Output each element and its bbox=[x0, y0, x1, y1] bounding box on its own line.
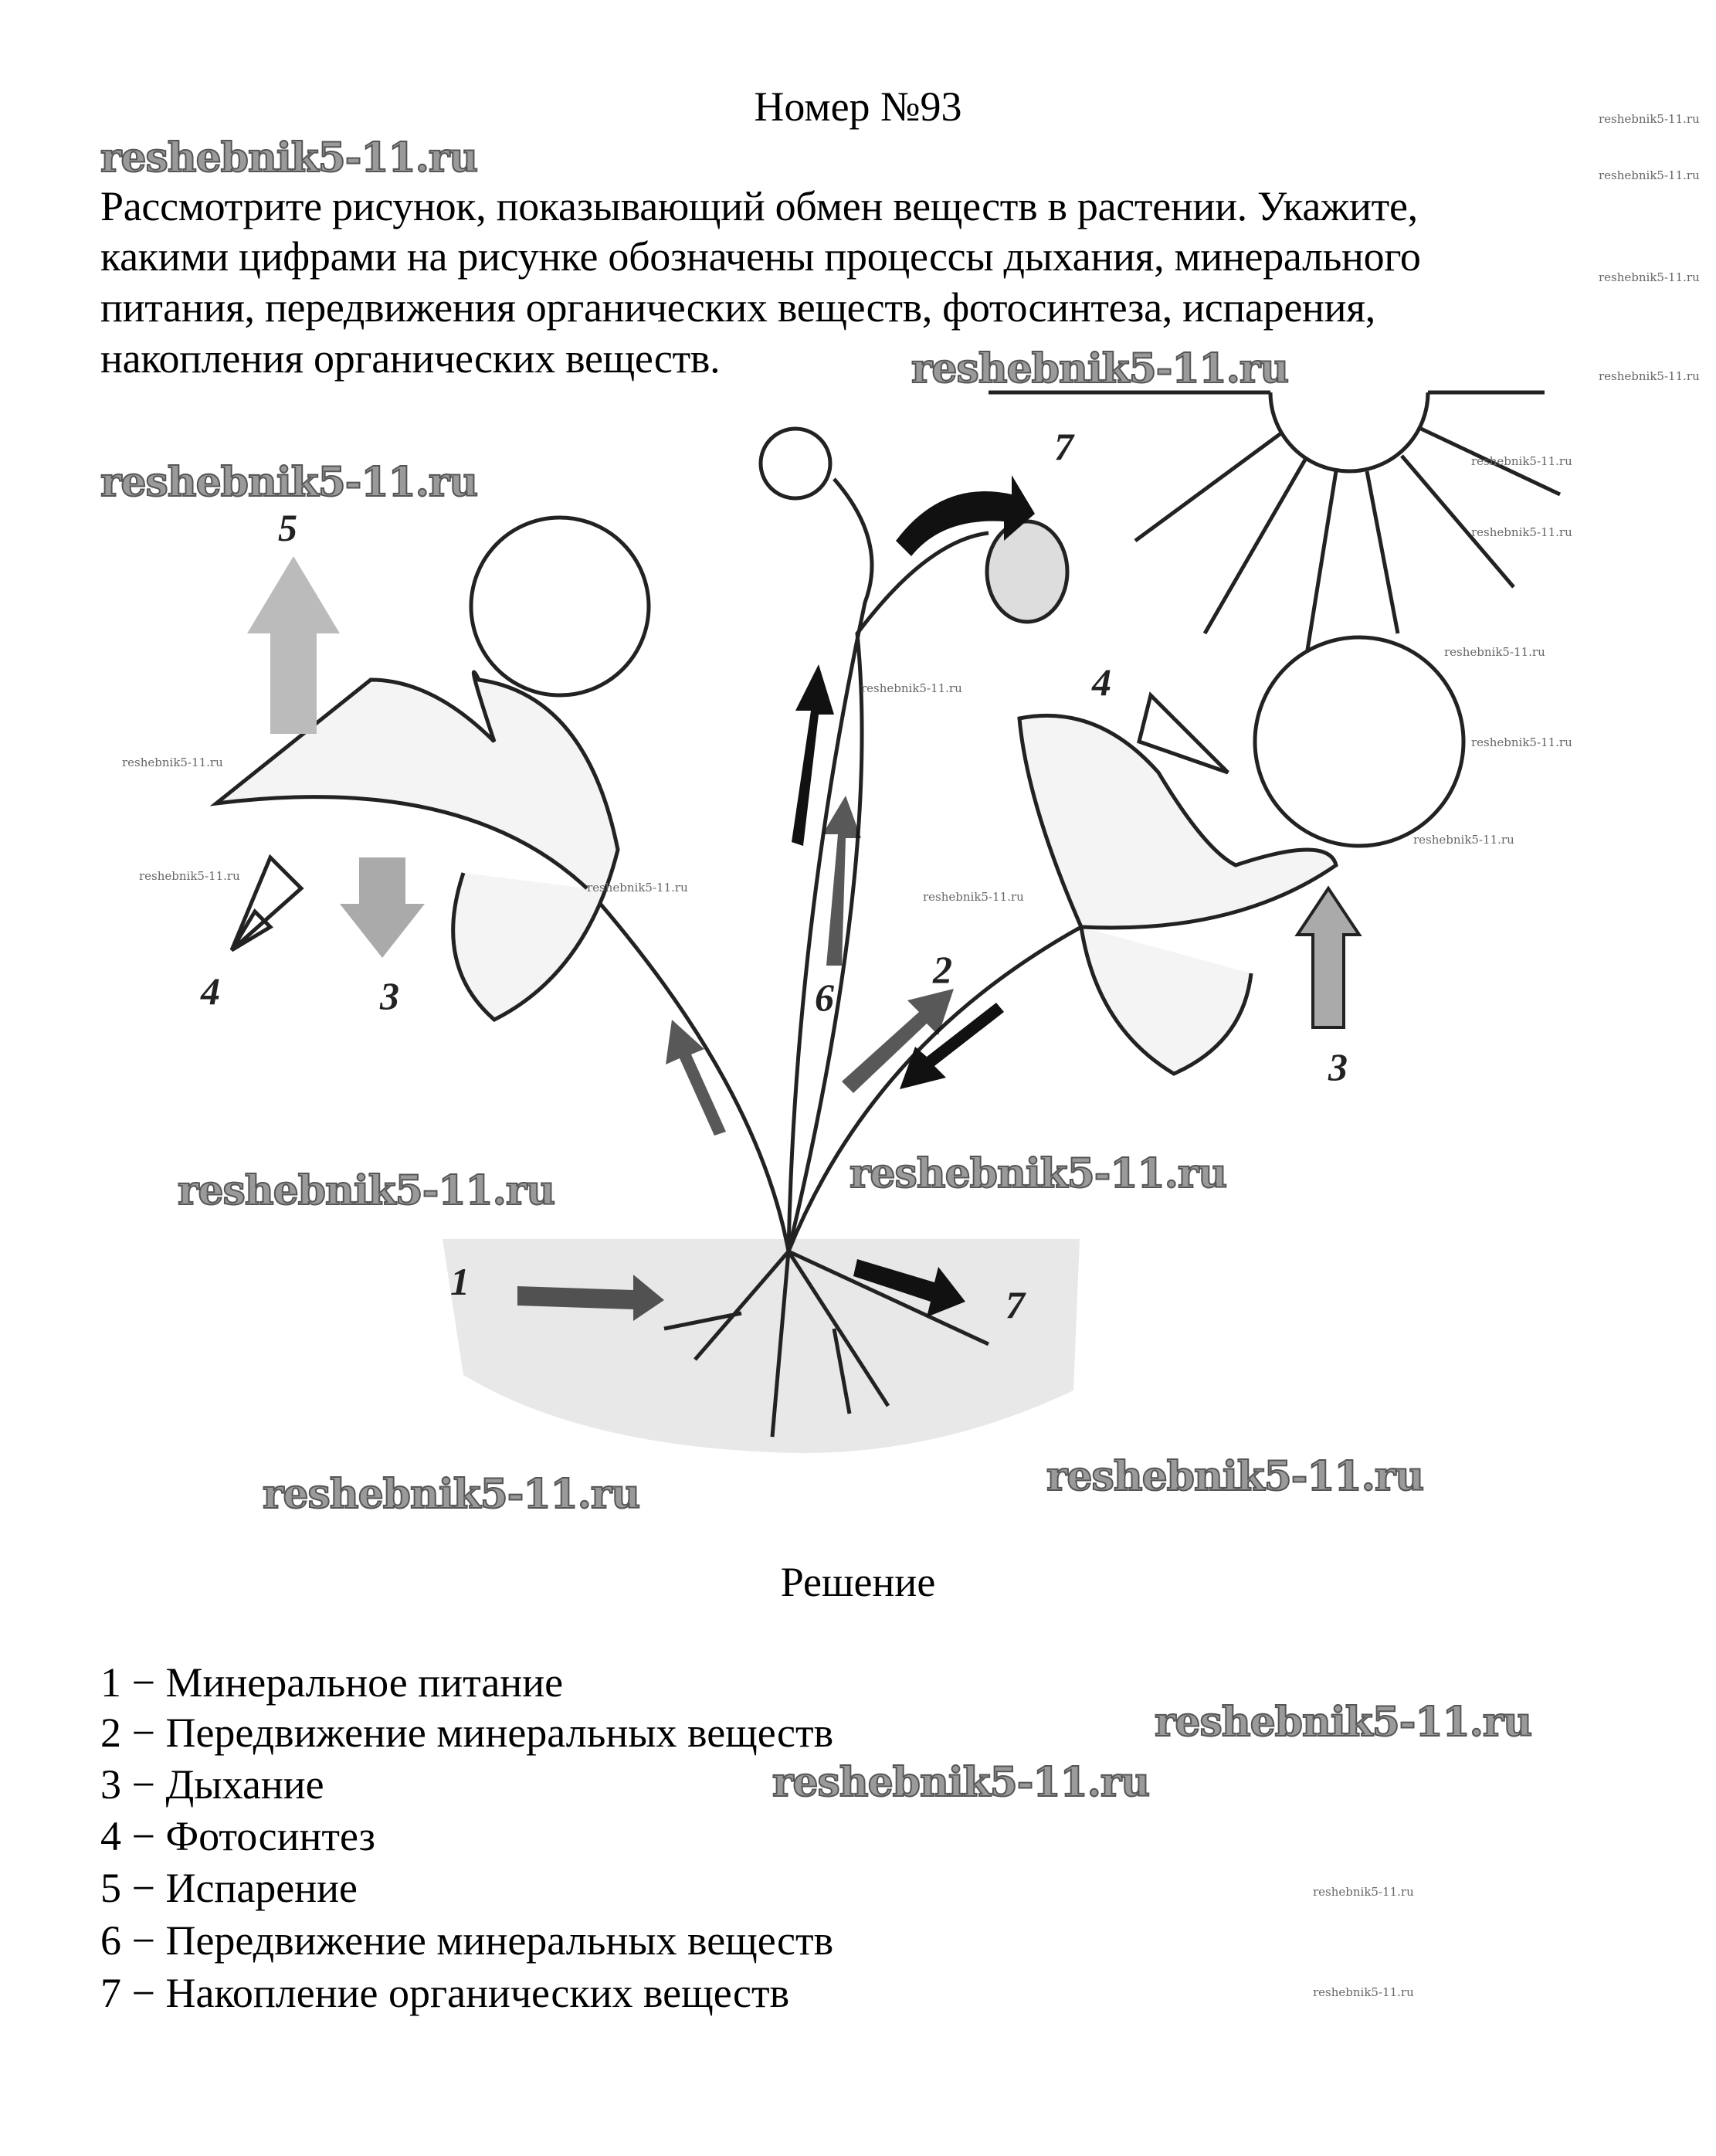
cell-magnifier-left bbox=[471, 518, 649, 695]
label-5: 5 bbox=[278, 506, 297, 549]
watermark-small: reshebnik5-11.ru bbox=[1599, 168, 1700, 182]
question-line: питания, передвижения органических веществ, фотосинтеза, испарения, bbox=[100, 284, 1375, 331]
watermark: reshebnik5-11.ru bbox=[911, 345, 1289, 392]
label-1: 1 bbox=[450, 1260, 470, 1303]
watermark-small: reshebnik5-11.ru bbox=[1413, 833, 1514, 847]
watermark-small: reshebnik5-11.ru bbox=[861, 681, 962, 695]
label-4-left: 4 bbox=[201, 969, 220, 1013]
arrow-4-right bbox=[1139, 695, 1228, 772]
watermark-small: reshebnik5-11.ru bbox=[1471, 525, 1572, 539]
watermark: reshebnik5-11.ru bbox=[178, 1167, 555, 1214]
watermark: reshebnik5-11.ru bbox=[100, 134, 478, 182]
watermark-small: reshebnik5-11.ru bbox=[1599, 369, 1700, 383]
solution-item: 4 − Фотосинтез bbox=[100, 1813, 375, 1859]
label-7-bottom: 7 bbox=[1006, 1283, 1025, 1326]
cell-magnifier-right bbox=[1255, 637, 1463, 846]
solution-item: 7 − Накопление органических веществ bbox=[100, 1970, 790, 2016]
strawberry bbox=[987, 521, 1067, 622]
soil bbox=[443, 1239, 1080, 1453]
solution-item: 2 − Передвижение минеральных веществ bbox=[100, 1710, 834, 1756]
watermark: reshebnik5-11.ru bbox=[850, 1150, 1227, 1197]
flower bbox=[761, 429, 830, 498]
solution-item: 5 − Испарение bbox=[100, 1865, 358, 1911]
arrow-6-up bbox=[792, 664, 834, 846]
solution-heading: Решение bbox=[780, 1559, 936, 1605]
label-4-right: 4 bbox=[1092, 660, 1111, 704]
watermark: reshebnik5-11.ru bbox=[772, 1759, 1150, 1806]
watermark-small: reshebnik5-11.ru bbox=[1471, 454, 1572, 468]
watermark-small: reshebnik5-11.ru bbox=[1599, 112, 1700, 126]
watermark: reshebnik5-11.ru bbox=[100, 459, 478, 506]
arrow-3-right bbox=[1297, 888, 1359, 1027]
solution-item: 6 − Передвижение минеральных веществ bbox=[100, 1917, 834, 1964]
arrow-4-left bbox=[232, 857, 301, 950]
question-line: Рассмотрите рисунок, показывающий обмен веществ в растении. Укажите, bbox=[100, 183, 1418, 229]
question-line: какими цифрами на рисунке обозначены процессы дыхания, минерального bbox=[100, 233, 1421, 280]
watermark: reshebnik5-11.ru bbox=[1155, 1699, 1532, 1746]
arrow-3-left bbox=[340, 857, 425, 958]
watermark-small: reshebnik5-11.ru bbox=[1471, 735, 1572, 749]
question-line: накопления органических веществ. bbox=[100, 335, 721, 382]
watermark-small: reshebnik5-11.ru bbox=[923, 890, 1024, 904]
watermark-small: reshebnik5-11.ru bbox=[587, 881, 688, 895]
watermark-small: reshebnik5-11.ru bbox=[122, 755, 223, 769]
arrow-left-dashed bbox=[666, 1020, 726, 1136]
watermark-small: reshebnik5-11.ru bbox=[1313, 1885, 1414, 1899]
watermark-small: reshebnik5-11.ru bbox=[1313, 1985, 1414, 1999]
watermark-small: reshebnik5-11.ru bbox=[1599, 270, 1700, 284]
label-3-left: 3 bbox=[380, 974, 399, 1017]
watermark-small: reshebnik5-11.ru bbox=[1444, 645, 1545, 659]
watermark-small: reshebnik5-11.ru bbox=[139, 869, 240, 883]
label-7-top: 7 bbox=[1054, 425, 1073, 468]
arrow-5-evaporation bbox=[247, 556, 340, 734]
watermark: reshebnik5-11.ru bbox=[263, 1471, 640, 1518]
solution-item: 1 − Минеральное питание bbox=[100, 1659, 564, 1706]
page-title: Номер №93 bbox=[754, 83, 962, 130]
watermark: reshebnik5-11.ru bbox=[1046, 1453, 1424, 1500]
label-3-right: 3 bbox=[1328, 1045, 1348, 1088]
label-6: 6 bbox=[815, 976, 834, 1019]
label-2: 2 bbox=[933, 948, 952, 991]
solution-item: 3 − Дыхание bbox=[100, 1761, 324, 1808]
